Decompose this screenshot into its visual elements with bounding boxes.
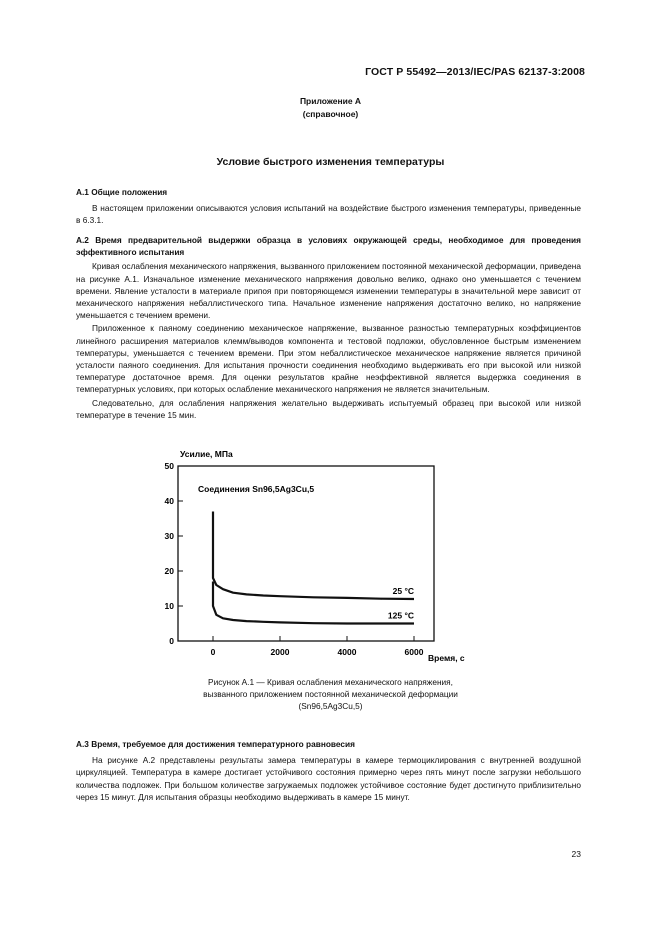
caption-line: (Sn96,5Ag3Cu,5) xyxy=(298,701,363,712)
paragraph: Кривая ослабления механического напряжения, вызванного приложением постоянной механической деформации, приведена на рисунке А.1. Изначальное изменение механического напряжения довольно велико, однако оно уменьшается с течением времени. Явление усталости в материале припоя при повторяющемся изменении температуры в значительной мере зависит от механического напряжения небаллистического типа. Начальное изменение напряжения достаточно велико, но напряжение уменьшается с течением времени. xyxy=(76,261,581,321)
section-a3 xyxy=(76,738,581,803)
x-axis-label: Время, с xyxy=(428,653,465,663)
page-title: Условие быстрого изменения температуры xyxy=(216,156,445,168)
figure-caption xyxy=(0,676,661,713)
paragraph: Следовательно, для ослабления напряжения желательно выдерживать испытуемый образец при высокой или низкой температуре в течение 15 мин. xyxy=(76,397,581,420)
x-tick-label: 4000 xyxy=(337,647,357,657)
paragraph: На рисунке А.2 представлены результаты замера температуры в камере термоциклирования с внутренней воздушной циркуляцией. Температура в камере достигает устойчивого состояния примерно через пять минут после загрузки небольшого количества подложек. При большом количестве загружаемых подложек устойчивое состояние будет достигнуто приблизительно через 15 минут. Для испытания образцы необходимо выдерживать в камере 15 минут. xyxy=(76,755,581,802)
y-tick-label: 0 xyxy=(169,636,174,646)
chart-annotation: Соединения Sn96,5Ag3Cu,5 xyxy=(198,484,315,494)
series-label: 125 °C xyxy=(387,610,414,621)
section-a2 xyxy=(76,234,581,421)
x-tick-label: 0 xyxy=(210,647,216,657)
x-tick-label: 2000 xyxy=(270,647,290,657)
series-line xyxy=(213,582,414,624)
paragraph: Приложенное к паяному соединению механическое напряжение, вызванное разностью температурных коэффициентов линейного расширения материалов клемм/выводов компонента и тестовой подложки, обусловленное быстрым изменением температуры, уменьшается с течением времени. При этом небаллистическое механическое напряжение является причиной усталости паяного соединения. Для испытания прочности соединения необходимо выдерживать его при высокой или низкой температуре достаточное время. Для оценки результатов крайне неэффективной является выдержка соединения в температурных условиях, при которых ослабление механического напряжения не является значительным. xyxy=(76,323,581,395)
annex-label: Приложение А xyxy=(299,96,362,106)
annex-type: (справочное) xyxy=(302,109,359,119)
y-tick-label: 20 xyxy=(164,566,174,576)
y-tick-label: 50 xyxy=(164,461,174,471)
series-label: 25 °C xyxy=(392,586,414,596)
caption-line: вызванного приложением постоянной механической деформации xyxy=(203,689,458,700)
section-a1 xyxy=(76,186,581,227)
caption-line: Рисунок А.1 — Кривая ослабления механического напряжения, xyxy=(208,677,453,687)
document-header: ГОСТ Р 55492—2013/IEC/PAS 62137-3:2008 xyxy=(365,66,585,78)
section-heading: А.1 Общие положения xyxy=(76,187,168,197)
y-axis-label: Усилие, МПа xyxy=(180,449,233,459)
stress-relaxation-chart xyxy=(140,446,520,668)
paragraph: В настоящем приложении описываются условия испытаний на воздействие быстрого изменения температуры, приведенные в 6.3.1. xyxy=(76,203,581,226)
section-heading: А.3 Время, требуемое для достижения температурного равновесия xyxy=(76,739,355,749)
page-number: 23 xyxy=(571,849,581,859)
section-heading: А.2 Время предварительной выдержки образца в условиях окружающей среды, необходимое для проведения эффективного испытания xyxy=(76,235,581,258)
series-line xyxy=(213,512,414,600)
x-tick-label: 6000 xyxy=(404,647,424,657)
y-tick-label: 30 xyxy=(164,531,174,541)
y-tick-label: 40 xyxy=(164,496,174,506)
y-tick-label: 10 xyxy=(164,601,174,611)
